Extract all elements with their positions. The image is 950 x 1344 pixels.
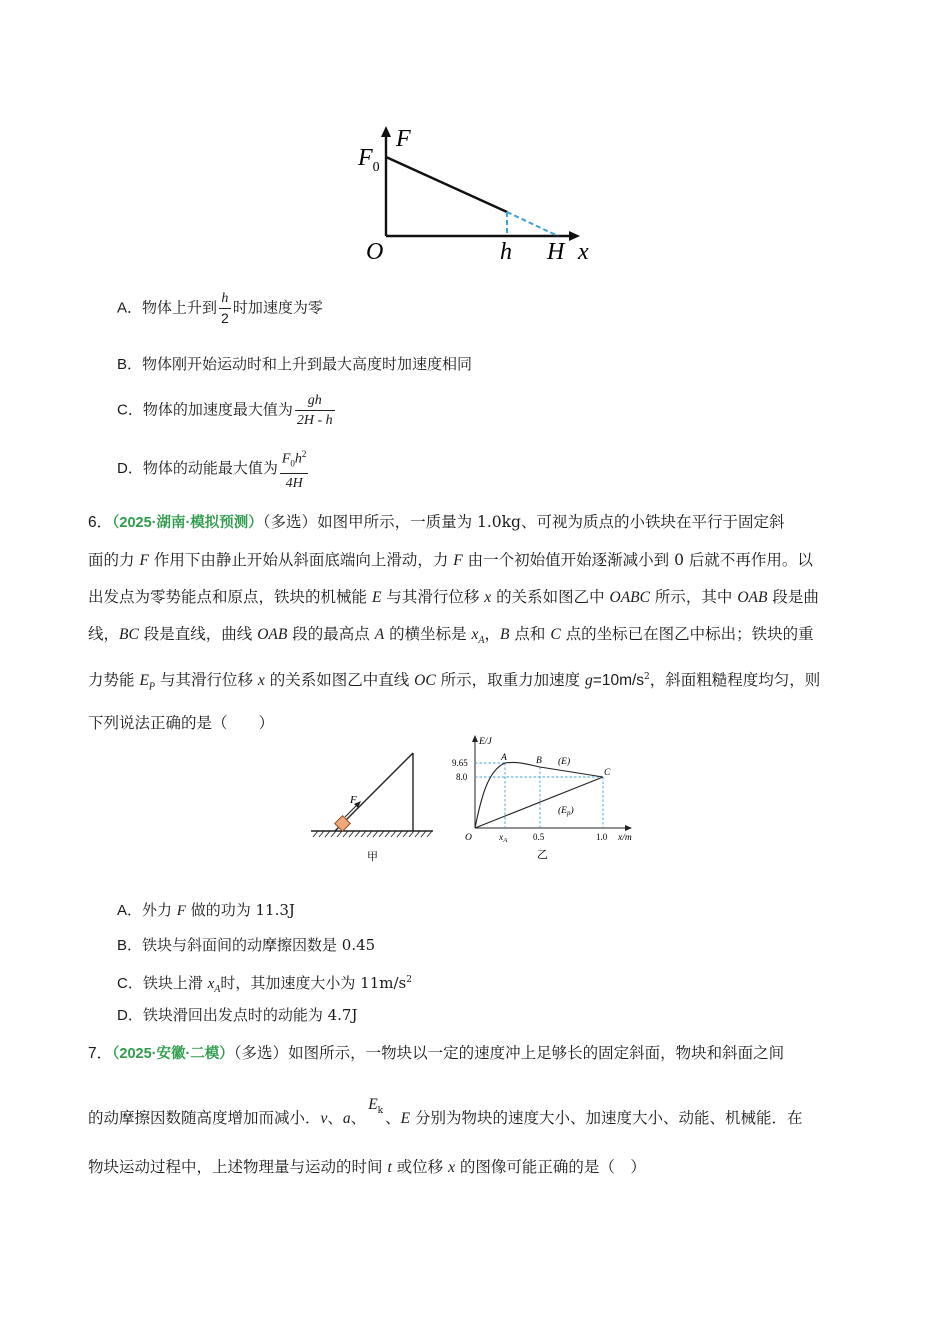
q5-option-c <box>117 392 337 429</box>
guide-lines <box>475 763 603 828</box>
potential-energy-line <box>475 777 603 828</box>
caption-yi: 乙 <box>537 849 548 861</box>
q5-option-d <box>117 446 310 492</box>
q6-line-5: 力势能 $E_P$ 与其滑行位移 x 的关系如图乙中直线 OC 所示，取重力加速度 $g=10m/s^2$，斜面粗糙程度均匀，则 <box>88 671 821 693</box>
origin-label: O <box>366 239 384 265</box>
incline-figure-jia <box>305 745 440 865</box>
E-series-label: (E) <box>558 757 571 767</box>
question-7-line-2: 的动摩擦因数随高度增加而减小．v、a、$E_k$ 、E 分别为物块的速度大小、加速度大小、动能、机械能．在 <box>88 1096 803 1127</box>
q7-line-1: 7．（2025·安徽·二模）（多选）如图所示，一物块以一定的速度冲上足够长的固定斜面，物块和斜面之间 <box>88 1044 785 1062</box>
fraction-gh: $\frac{gh}{2H - h}$ <box>296 393 333 428</box>
fraction-f0h2: $\frac{F_0h^2}{4H}$ <box>280 446 309 492</box>
caption-jia: 甲 <box>367 851 378 863</box>
point-B: B <box>536 756 542 766</box>
tick-0-5: 0.5 <box>533 832 545 842</box>
point-A: A <box>501 753 507 763</box>
q6-line-1: 6．（2025·湖南·模拟预测）（多选）如图甲所示，一质量为 1.0kg、可视为质点的小铁块在平行于固定斜 <box>88 513 785 531</box>
x-axis-label: x/m <box>618 833 632 843</box>
q6-option-b: B．铁块与斜面间的动摩擦因数是 0.45 <box>117 936 376 954</box>
force-label: F <box>350 794 357 806</box>
h-label: h <box>500 239 512 265</box>
option-key: A． <box>117 902 143 919</box>
option-text: 时加速度为零 <box>232 298 323 317</box>
option-key: D． <box>117 460 143 478</box>
f0-label: $F_0$ <box>358 145 380 175</box>
force-line <box>386 157 507 212</box>
q6-line-4: 线，BC 段是直线，曲线 OAB 段的最高点 A 的横坐标是 $x_A$，B 点和 C 点的坐标已在图乙中标出；铁块的重 <box>88 625 814 647</box>
q6-option-a: A．外力 F 做的功为 11.3J <box>117 901 295 919</box>
x-axis-arrow <box>625 825 632 831</box>
q6-line-2: 面的力 F 作用下由静止开始从斜面底端向上滑动，力 F 由一个初始值开始逐渐减小到 0 后就不再作用。以 <box>88 551 813 569</box>
option-key: A． <box>117 299 143 317</box>
y-axis-label: F <box>396 126 411 152</box>
tick-1-0: 1.0 <box>596 832 608 842</box>
H-label: H <box>547 239 565 265</box>
q6-line-3: 出发点为零势能点和原点，铁块的机械能 E 与其滑行位移 x 的关系如图乙中 OABC 所示，其中 OAB 段是曲 <box>88 588 819 606</box>
option-text: 物体刚开始运动时和上升到最大高度时加速度相同 <box>142 355 473 373</box>
option-key: C． <box>117 975 143 992</box>
x-axis-label: x <box>578 239 589 265</box>
question-7-line-3: 物块运动过程中，上述物理量与运动的时间 t 或位移 x 的图像可能正确的是（ ） <box>88 1158 646 1176</box>
q7-source: （2025·安徽·二模） <box>112 1046 234 1062</box>
option-key: C． <box>117 401 143 419</box>
option-text: 物体上升到 <box>142 298 218 317</box>
tick-9-65: 9.65 <box>452 758 468 768</box>
q5-option-a <box>117 290 323 327</box>
ground-hatching <box>313 831 432 837</box>
q6-source: （2025·湖南·模拟预测） <box>112 515 263 531</box>
point-C: C <box>604 768 611 778</box>
energy-graph-yi <box>448 730 648 865</box>
tick-xA: $x_A$ <box>499 833 508 844</box>
option-key: B． <box>117 356 143 373</box>
mechanical-energy-curve <box>475 762 603 828</box>
question-7 <box>88 1034 863 1073</box>
y-axis-arrow <box>381 126 391 137</box>
force-displacement-graph <box>340 120 620 270</box>
option-key: D． <box>117 1007 143 1024</box>
q5-option-b <box>117 353 472 376</box>
question-6 <box>88 504 863 742</box>
q6-option-d: D．铁块滑回出发点时的动能为 4.7J <box>117 1006 358 1024</box>
origin-label: O <box>465 833 472 843</box>
option-text: 物体的动能最大值为 <box>142 459 278 478</box>
y-axis-arrow <box>472 735 478 742</box>
force-line-extension <box>507 212 558 236</box>
Ep-series-label: $(E_p)$ <box>558 806 574 817</box>
fraction-h-over-2: $\frac{h}{2}$ <box>221 291 229 326</box>
option-key: B． <box>117 937 143 954</box>
tick-8-0: 8.0 <box>456 772 468 782</box>
q6-line-6: 下列说法正确的是（ ） <box>88 714 275 733</box>
y-axis-label: E/J <box>479 737 492 747</box>
option-text: 物体的加速度最大值为 <box>142 400 293 419</box>
q6-option-c: C．铁块上滑 $x_A$时，其加速度大小为 $11m/s^2$ <box>117 974 412 995</box>
